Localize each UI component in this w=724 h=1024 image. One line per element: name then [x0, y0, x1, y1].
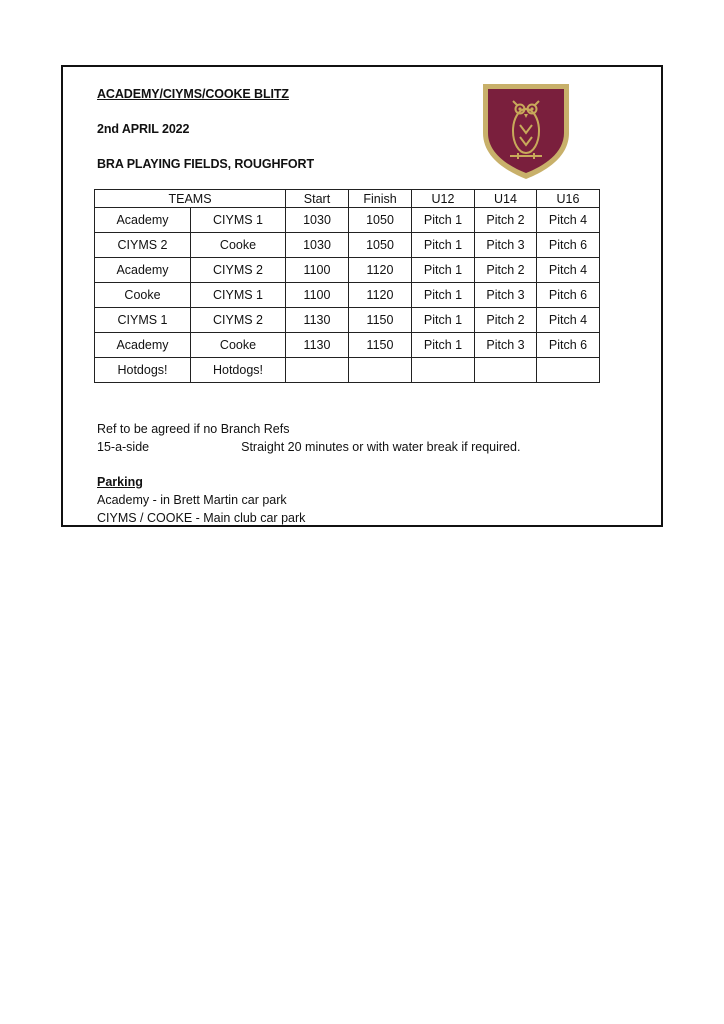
pitch-u16 — [537, 358, 600, 383]
pitch-u16: Pitch 4 — [537, 258, 600, 283]
header-u12: U12 — [412, 190, 475, 208]
team-away: CIYMS 1 — [191, 283, 286, 308]
pitch-u14 — [475, 358, 537, 383]
event-venue: BRA PLAYING FIELDS, ROUGHFORT — [97, 157, 315, 171]
finish-time: 1150 — [349, 333, 412, 358]
pitch-u16: Pitch 6 — [537, 233, 600, 258]
table-row — [95, 308, 600, 333]
pitch-u12: Pitch 1 — [412, 308, 475, 333]
table-row — [95, 358, 600, 383]
pitch-u12: Pitch 1 — [412, 283, 475, 308]
format-note — [97, 440, 520, 454]
header-finish: Finish — [349, 190, 412, 208]
event-date: 2nd APRIL 2022 — [97, 122, 190, 136]
header-u14: U14 — [475, 190, 537, 208]
finish-time: 1120 — [349, 258, 412, 283]
pitch-u14: Pitch 3 — [475, 233, 537, 258]
team-home: Hotdogs! — [95, 358, 191, 383]
team-away: Hotdogs! — [191, 358, 286, 383]
header-u16: U16 — [537, 190, 600, 208]
pitch-u14: Pitch 2 — [475, 258, 537, 283]
pitch-u12: Pitch 1 — [412, 333, 475, 358]
team-away: Cooke — [191, 233, 286, 258]
team-away: Cooke — [191, 333, 286, 358]
pitch-u16: Pitch 4 — [537, 208, 600, 233]
format-detail: Straight 20 minutes or with water break if required. — [241, 440, 521, 454]
parking-title: Parking — [97, 475, 143, 489]
start-time: 1100 — [286, 258, 349, 283]
pitch-u12: Pitch 1 — [412, 208, 475, 233]
finish-time: 1050 — [349, 208, 412, 233]
pitch-u14: Pitch 2 — [475, 208, 537, 233]
finish-time: 1120 — [349, 283, 412, 308]
team-home: Academy — [95, 258, 191, 283]
pitch-u12: Pitch 1 — [412, 233, 475, 258]
parking-academy: Academy - in Brett Martin car park — [97, 493, 287, 507]
format-label: 15-a-side — [97, 440, 150, 454]
start-time — [286, 358, 349, 383]
team-away: CIYMS 2 — [191, 258, 286, 283]
team-home: Academy — [95, 208, 191, 233]
pitch-u14: Pitch 2 — [475, 308, 537, 333]
finish-time: 1050 — [349, 233, 412, 258]
pitch-u12 — [412, 358, 475, 383]
table-row — [95, 208, 600, 233]
pitch-u16: Pitch 6 — [537, 283, 600, 308]
document-frame — [61, 65, 663, 527]
owl-crest-icon — [480, 81, 572, 181]
parking-ciyms-cooke: CIYMS / COOKE - Main club car park — [97, 511, 306, 525]
header-start: Start — [286, 190, 349, 208]
pitch-u16: Pitch 4 — [537, 308, 600, 333]
table-row — [95, 283, 600, 308]
team-home: Academy — [95, 333, 191, 358]
table-row — [95, 333, 600, 358]
team-home: Cooke — [95, 283, 191, 308]
start-time: 1030 — [286, 208, 349, 233]
ref-note: Ref to be agreed if no Branch Refs — [97, 422, 290, 436]
fixtures-table — [94, 189, 600, 383]
table-row — [95, 258, 600, 283]
table-header-row — [95, 190, 600, 208]
team-away: CIYMS 1 — [191, 208, 286, 233]
team-home: CIYMS 1 — [95, 308, 191, 333]
team-home: CIYMS 2 — [95, 233, 191, 258]
pitch-u14: Pitch 3 — [475, 283, 537, 308]
start-time: 1130 — [286, 308, 349, 333]
start-time: 1030 — [286, 233, 349, 258]
pitch-u16: Pitch 6 — [537, 333, 600, 358]
pitch-u14: Pitch 3 — [475, 333, 537, 358]
start-time: 1100 — [286, 283, 349, 308]
start-time: 1130 — [286, 333, 349, 358]
team-away: CIYMS 2 — [191, 308, 286, 333]
header-teams: TEAMS — [95, 190, 286, 208]
table-row — [95, 233, 600, 258]
pitch-u12: Pitch 1 — [412, 258, 475, 283]
finish-time: 1150 — [349, 308, 412, 333]
document-title: ACADEMY/CIYMS/COOKE BLITZ — [97, 87, 289, 101]
finish-time — [349, 358, 412, 383]
